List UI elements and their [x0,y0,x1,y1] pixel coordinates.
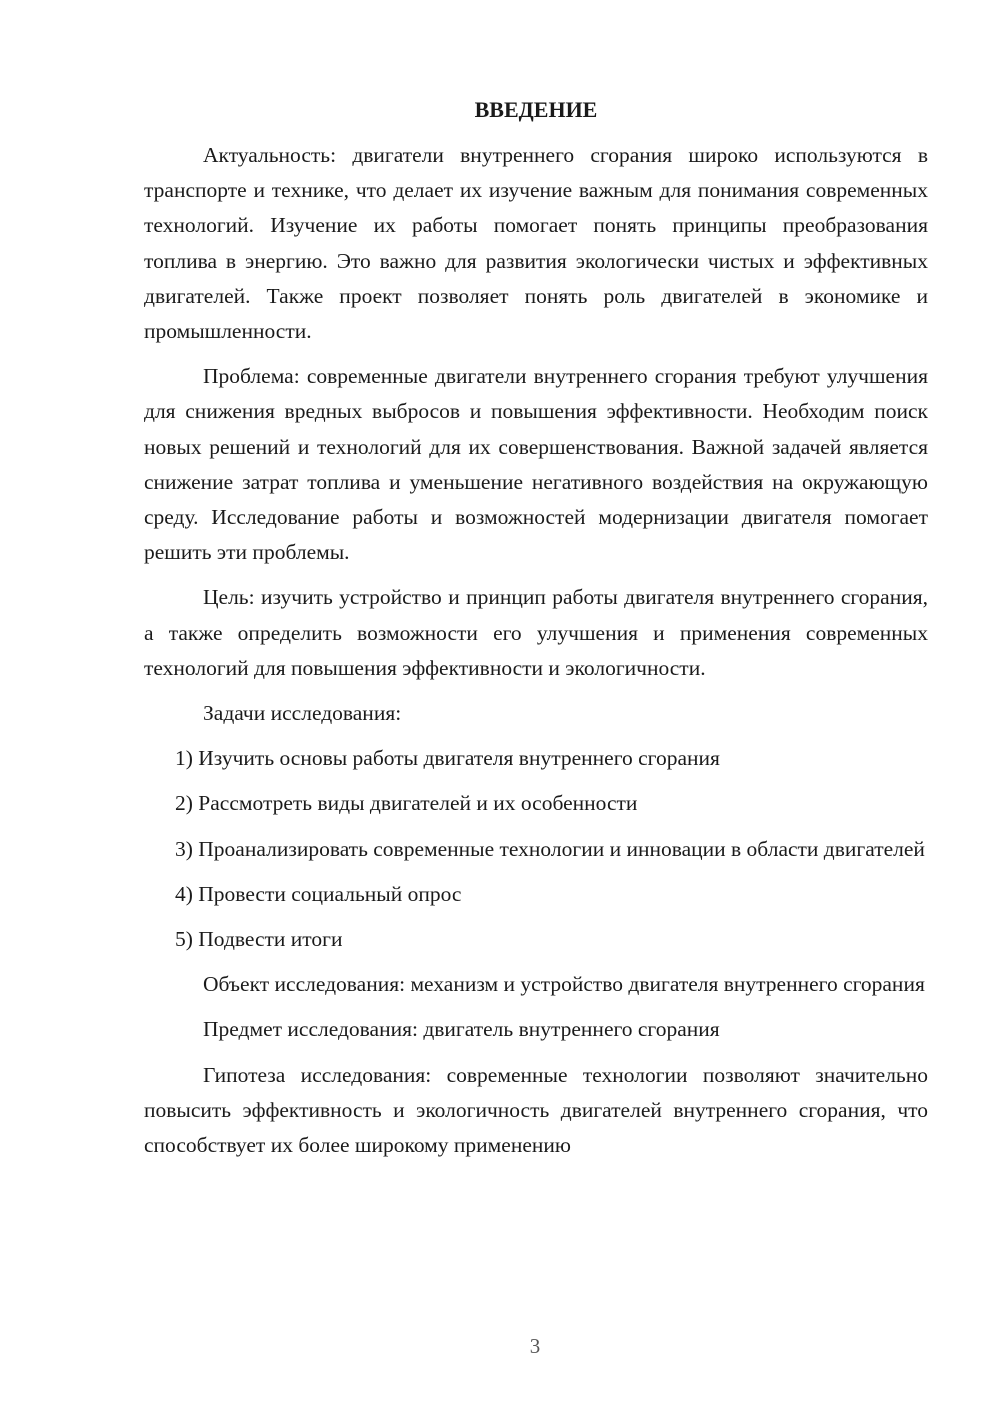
paragraph-relevance: Актуальность: двигатели внутреннего сгорания широко используются в транспорте и технике, что делает их изучение важным для понимания современных технологий. Изучение их работы помогает понять принципы преобразования топлива в энергию. Это важно для развития экологически чистых и эффективных двигателей. Также проект позволяет понять роль двигателей в экономике и промышленности. [144,143,928,344]
paragraph-problem: Проблема: современные двигатели внутреннего сгорания требуют улучшения для снижения вредных выбросов и повышения эффективности. Необходим поиск новых решений и технологий для их совершенствования. Важной задачей является снижение затрат топлива и уменьшение негативного воздействия на окружающую среду. Исследование работы и возможностей модернизации двигателя помогает решить эти проблемы. [144,364,928,565]
page-number: 3 [529,1334,541,1358]
task-item: 5) Подвести итоги [175,927,343,952]
tasks-title: Задачи исследования: [203,701,402,726]
paragraph-goal: Цель: изучить устройство и принцип работы двигателя внутреннего сгорания, а также определить возможности его улучшения и применения современных технологий для повышения эффективности и экологичности. [144,585,928,680]
task-item: 3) Проанализировать современные технологии и инновации в области двигателей [175,836,925,861]
paragraph-object: Объект исследования: механизм и устройство двигателя внутреннего сгорания [203,972,925,997]
document-page [144,92,928,1173]
section-heading: ВВЕДЕНИЕ [474,97,598,122]
task-item: 4) Провести социальный опрос [175,881,462,906]
paragraph-subject: Предмет исследования: двигатель внутреннего сгорания [203,1017,720,1042]
task-item: 2) Рассмотреть виды двигателей и их особенности [175,791,638,816]
paragraph-hypothesis: Гипотеза исследования: современные технологии позволяют значительно повысить эффективность и экологичность двигателей внутреннего сгорания, что способствует их более широкому применению [144,1062,928,1158]
task-item: 1) Изучить основы работы двигателя внутреннего сгорания [175,746,720,771]
